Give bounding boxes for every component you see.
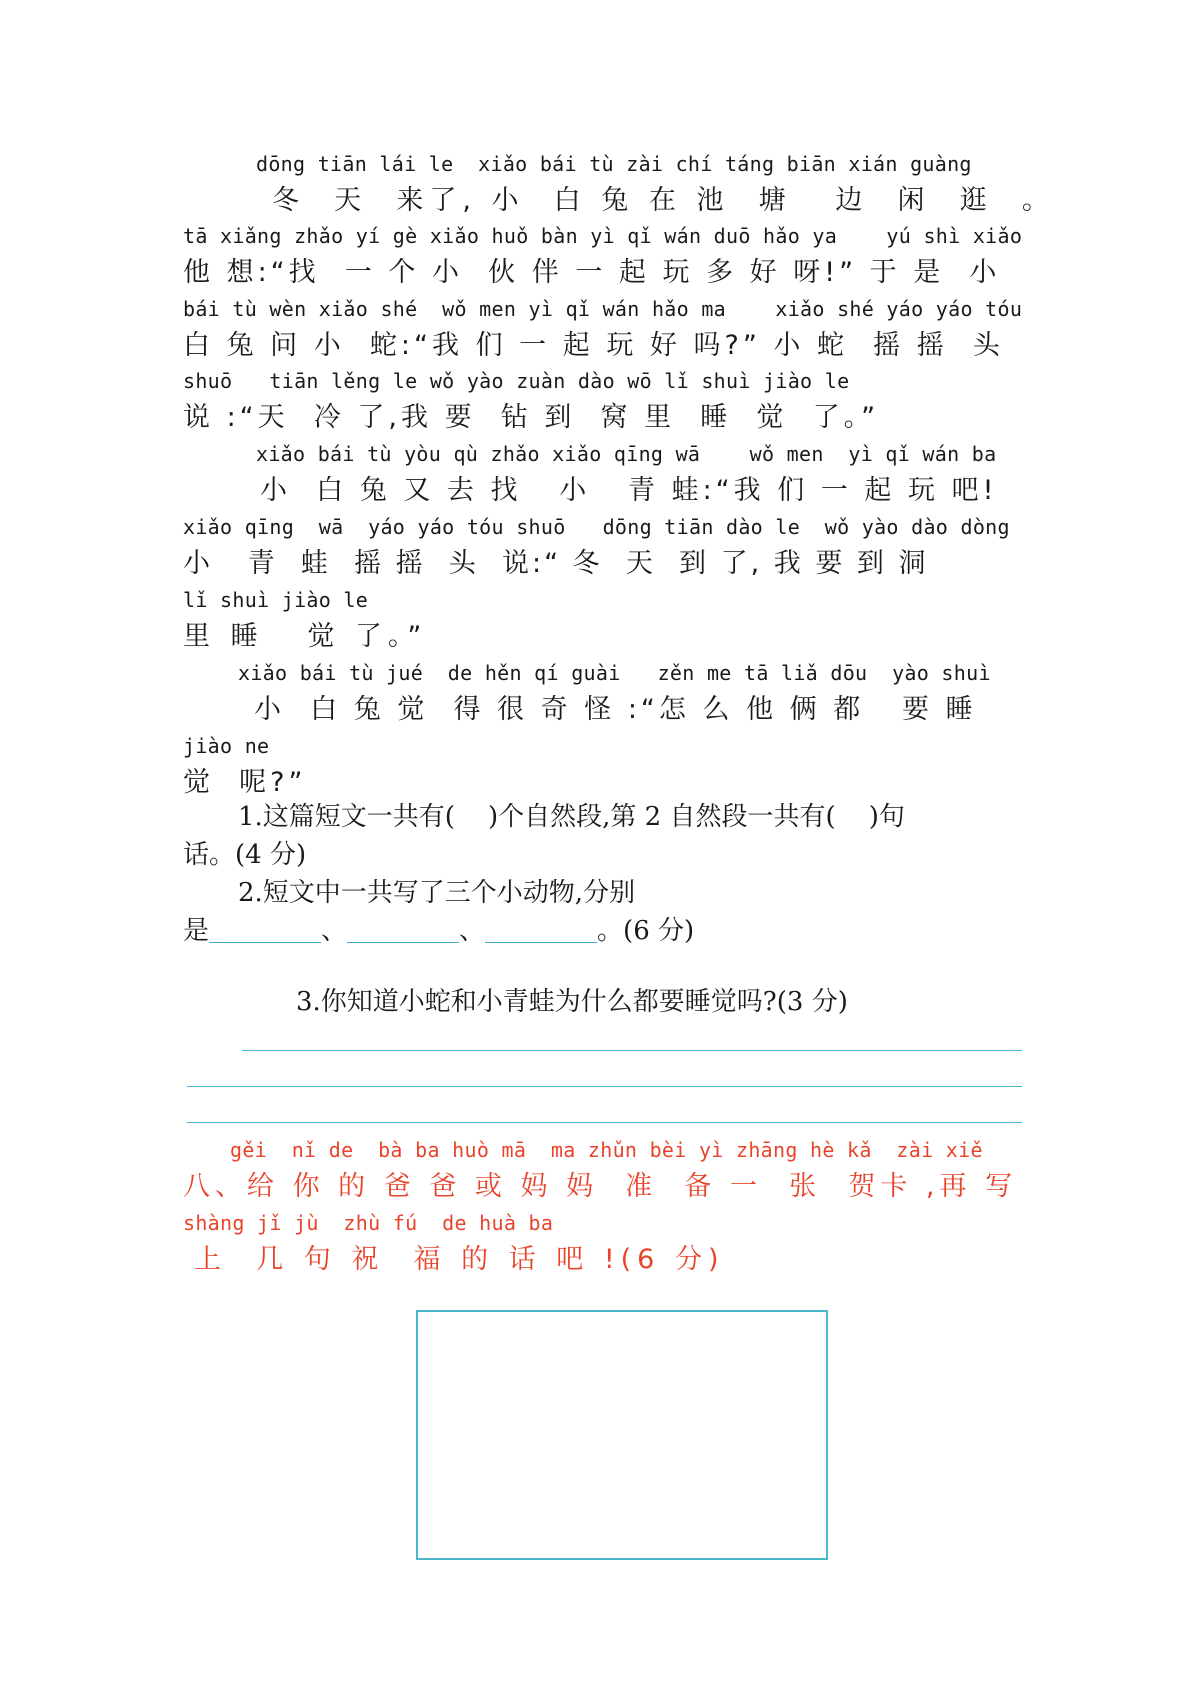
- q2-prefix: 是: [183, 916, 210, 946]
- pinyin-line: dōng tiān lái le xiǎo bái tù zài chí táng biān xián guàng: [256, 152, 972, 176]
- pinyin-line: lǐ shuì jiào le: [183, 588, 369, 612]
- hanzi-line: 说 :“天 冷 了,我 要 钻 到 窝 里 睡 觉 了。”: [183, 402, 880, 433]
- question-3: 3.你知道小蛇和小青蛙为什么都要睡觉吗?(3 分): [296, 987, 848, 1017]
- question-2-answers: [183, 914, 694, 948]
- question-2: 2.短文中一共写了三个小动物,分别: [238, 878, 636, 908]
- pinyin-line: jiào ne: [183, 734, 270, 758]
- hanzi-line: 里 睡 觉 了。”: [183, 621, 428, 652]
- section8-heading-cont: 上 几 句 祝 福 的 话 吧 !(6 分): [194, 1244, 725, 1275]
- hanzi-line: 小 青 蛙 摇 摇 头 说:“ 冬 天 到 了, 我 要 到 洞: [183, 548, 929, 579]
- pinyin-line: bái tù wèn xiǎo shé wǒ men yì qǐ wán hǎo ma xiǎo shé yáo yáo tóu: [183, 297, 1023, 321]
- hanzi-line: 小 白 兔 又 去 找 小 青 蛙:“我 们 一 起 玩 吧!: [260, 475, 998, 506]
- question-1-cont: 话。(4 分): [183, 840, 307, 870]
- hanzi-line: 冬 天 来了, 小 白 兔 在 池 塘 边 闲 逛 。: [272, 185, 1055, 216]
- pinyin-line: tā xiǎng zhǎo yí gè xiǎo huǒ bàn yì qǐ wán duō hǎo ya yú shì xiǎo: [183, 224, 1023, 248]
- section8-pinyin-2: shàng jǐ jù zhù fú de huà ba: [183, 1211, 554, 1235]
- q2-separator: 、: [321, 916, 348, 946]
- q2-suffix: 。(6 分): [597, 916, 695, 946]
- answer-blank-1[interactable]: [209, 916, 321, 943]
- answer-line-3[interactable]: [187, 1122, 1022, 1123]
- hanzi-line: 小 白 兔 觉 得 很 奇 怪 :“怎 么 他 俩 都 要 睡: [254, 694, 977, 725]
- section8-heading: 八、给 你 的 爸 爸 或 妈 妈 准 备 一 张 贺卡 ,再 写: [183, 1171, 1018, 1202]
- section8-pinyin-1: gěi nǐ de bà ba huò mā ma zhǔn bèi yì zhāng hè kǎ zài xiě: [230, 1138, 983, 1162]
- answer-blank-3[interactable]: [485, 916, 597, 943]
- hanzi-line: 他 想:“找 一 个 小 伙 伴 一 起 玩 多 好 呀!” 于 是 小: [183, 257, 1001, 288]
- pinyin-line: shuō tiān lěng le wǒ yào zuàn dào wō lǐ shuì jiào le: [183, 369, 850, 393]
- answer-blank-2[interactable]: [347, 916, 459, 943]
- greeting-card-box[interactable]: [416, 1310, 828, 1560]
- pinyin-line: xiǎo bái tù yòu qù zhǎo xiǎo qīng wā wǒ men yì qǐ wán ba: [256, 442, 997, 466]
- pinyin-line: xiǎo qīng wā yáo yáo tóu shuō dōng tiān dào le wǒ yào dào dòng: [183, 515, 1010, 539]
- q2-separator: 、: [459, 916, 486, 946]
- question-1: 1.这篇短文一共有( )个自然段,第 2 自然段一共有( )句: [238, 802, 905, 832]
- answer-line-1[interactable]: [242, 1050, 1022, 1051]
- pinyin-line: xiǎo bái tù jué de hěn qí guài zěn me tā liǎ dōu yào shuì: [238, 661, 991, 685]
- answer-line-2[interactable]: [187, 1086, 1022, 1087]
- hanzi-line: 白 兔 问 小 蛇:“我 们 一 起 玩 好 吗?” 小 蛇 摇 摇 头: [183, 330, 1004, 361]
- hanzi-line: 觉 呢?”: [183, 767, 307, 798]
